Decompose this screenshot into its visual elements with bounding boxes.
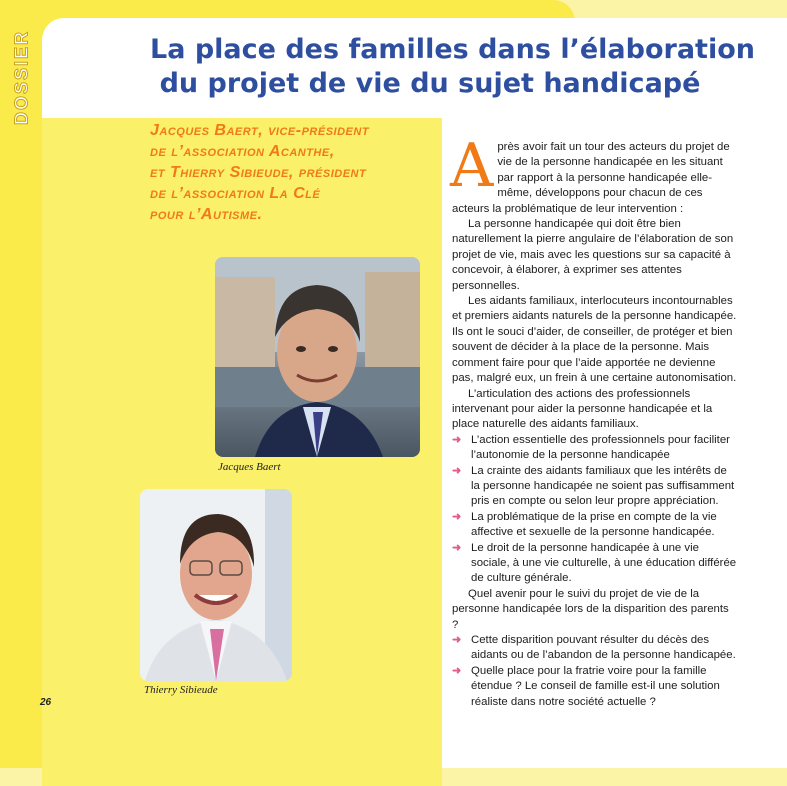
photo-thierry-sibieude [140, 489, 292, 681]
bullet-item [452, 664, 737, 710]
bullet-item [452, 464, 737, 510]
author-byline [150, 120, 450, 225]
intro-line-2: vie de la personne handicapée en les situant [497, 156, 723, 169]
author-line-4: de l’association La Clé [150, 185, 321, 202]
bullet-item [452, 541, 737, 587]
title-line-2: du projet de vie du sujet handicapé [159, 68, 701, 99]
caption-thierry-sibieude: Thierry Sibieude [144, 684, 218, 696]
paragraph-3: L’articulation des actions des professionnels intervenant pour aider la personne handicapée et la place naturelle des aidants familiaux. [452, 387, 713, 431]
bullet-item [452, 510, 737, 541]
photo-jacques-baert [215, 257, 420, 457]
arrow-icon: ➜ [452, 510, 462, 523]
article-title [150, 33, 755, 101]
paragraph-1: La personne handicapée qui doit être bien naturellement la pierre angulaire de l’élaboration de son projet de vie, mais avec les questions sur sa capacité à concevoir, à élaborer, à exprimer ses attentes personnelles. [452, 218, 734, 292]
author-line-2: de l’association Acanthe, [150, 143, 335, 160]
bullet-text: Quelle place pour la fratrie voire pour la famille étendue ? Le conseil de famille est-il une solution réaliste dans notre société actuelle ? [471, 664, 720, 708]
arrow-icon: ➜ [452, 433, 462, 446]
arrow-icon: ➜ [452, 634, 462, 646]
question-paragraph: Quel avenir pour le suivi du projet de vie de la personne handicapée lors de la disparition des parents ? [452, 587, 729, 631]
bullet-text: L’action essentielle des professionnels pour faciliter l’autonomie de la personne handicapée [471, 433, 730, 462]
bullet-text: Cette disparition pouvant résulter du décès des aidants ou de l’abandon de la personne handicapée. [471, 634, 736, 662]
intro-line-4: même, développons pour chacun de ces acteurs la [452, 187, 703, 215]
author-line-5: pour l’Autisme. [150, 206, 263, 223]
intro-line-5: problématique de leur intervention : [504, 202, 684, 215]
page-number: 26 [40, 697, 52, 708]
bullet-text: Le droit de la personne handicapée à une vie sociale, à une vie culturelle, à une éducation différée de culture générale. [471, 541, 737, 585]
paragraph-2: Les aidants familiaux, interlocuteurs incontournables et premiers aidants naturels de la personne handicapée. Ils ont le souci d’aider, de conseiller, de protéger et bien souvent de décider à la place de la personne. Mais comment faire pour que l’aide apportée ne devienne pas, malgré eux, un frein à une certaine autonomisation. [452, 295, 737, 385]
portrait-illustration-2 [140, 489, 292, 681]
arrow-icon: ➜ [452, 464, 462, 477]
bullet-text: La crainte des aidants familiaux que les intérêts de la personne handicapée ne soient pas suffisamment pris en compte ou selon leur propre appréciation. [471, 464, 735, 508]
article-body [450, 131, 737, 710]
bullet-text: La problématique de la prise en compte de la vie affective et sexuelle de la personne handicapée. [471, 510, 717, 539]
author-line-3: et Thierry Sibieude, président [150, 164, 367, 181]
arrow-icon: ➜ [452, 664, 462, 677]
bullet-item [452, 633, 737, 664]
caption-jacques-baert: Jacques Baert [218, 461, 281, 473]
portrait-illustration-1 [215, 257, 420, 457]
drop-cap: A [450, 131, 494, 201]
bullet-item [452, 433, 737, 464]
section-label: DOSSIER [11, 29, 32, 126]
arrow-icon: ➜ [452, 541, 462, 554]
intro-paragraph [450, 131, 737, 217]
intro-line-1: près avoir fait un tour des acteurs du projet de [497, 141, 730, 153]
author-line-1: Jacques Baert, vice-président [150, 122, 370, 139]
intro-line-3: par rapport à la personne handicapée elle- [497, 171, 713, 184]
title-line-1: La place des familles dans l’élaboration [150, 34, 755, 65]
